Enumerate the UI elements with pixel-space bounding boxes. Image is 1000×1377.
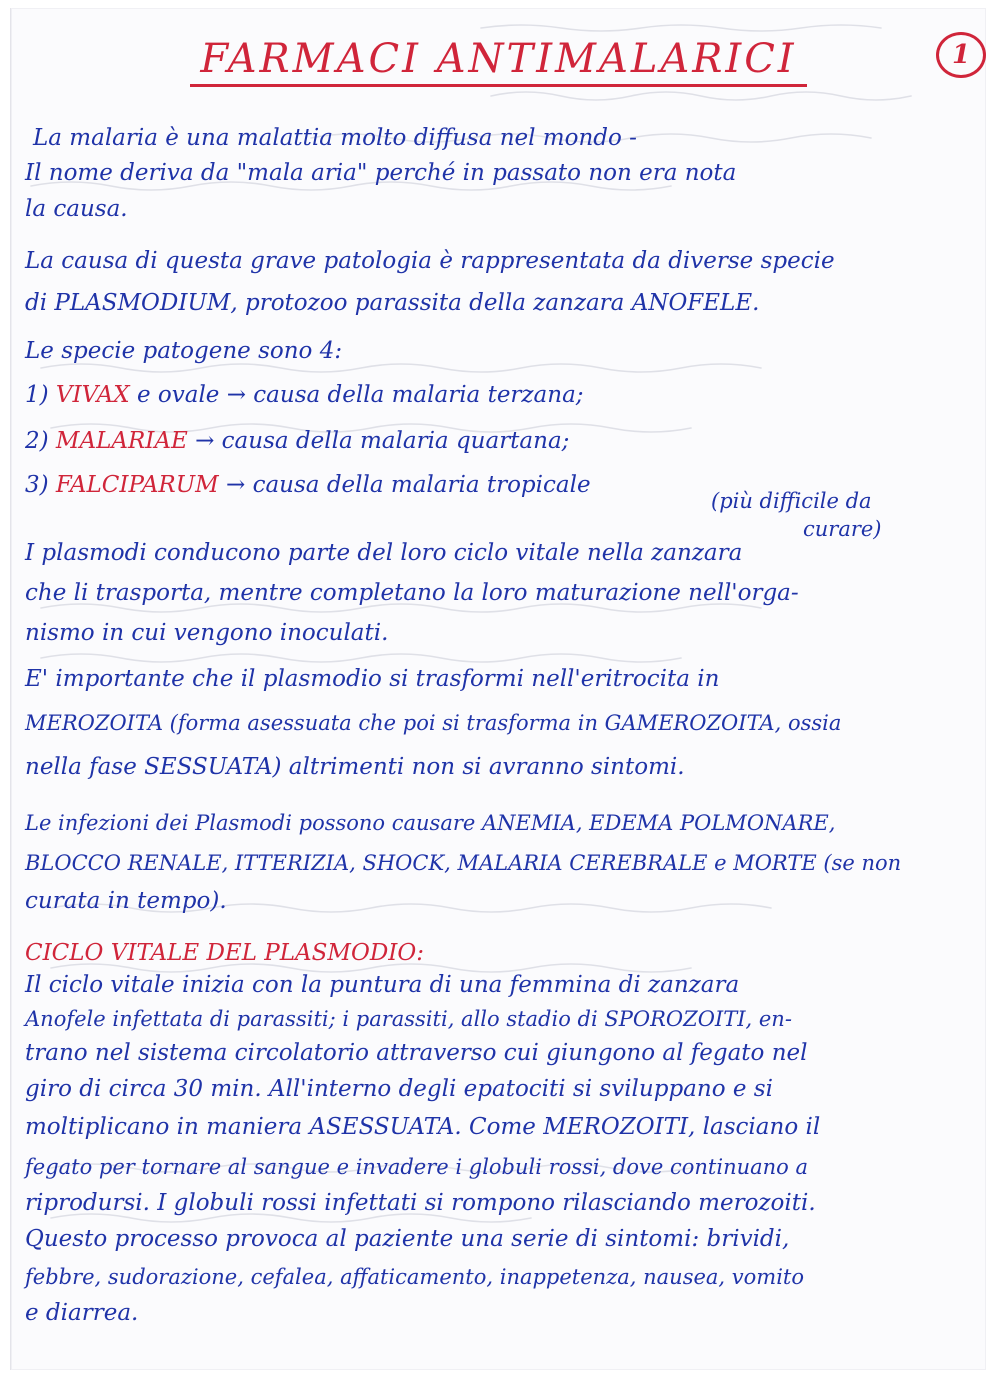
- text-line-18: trano nel sistema circolatorio attraverso cui giungono al fegato nel: [25, 1040, 808, 1066]
- text-line-1: La malaria è una malattia molto diffusa nel mondo -: [33, 125, 637, 151]
- text-line-11: MEROZOITA (forma asessuata che poi si trasforma in GAMEROZOITA, ossia: [25, 711, 842, 735]
- species-item-2: [25, 426, 974, 456]
- section-heading: CICLO VITALE DEL PLASMODIO:: [25, 940, 424, 966]
- text-line-8: che li trasporta, mentre completano la loro maturazione nell'orga-: [25, 580, 799, 606]
- species-note: (più difficile da: [711, 489, 872, 513]
- text-line-19: giro di circa 30 min. All'interno degli epatociti si sviluppano e si: [25, 1076, 773, 1102]
- text-line-20: moltiplicano in maniera ASESSUATA. Come MEROZOITI, lasciano il: [25, 1114, 821, 1140]
- text-line-16: Il ciclo vitale inizia con la puntura di una femmina di zanzara: [25, 972, 740, 998]
- text-line-5: di PLASMODIUM, protozoo parassita della zanzara ANOFELE.: [25, 290, 760, 316]
- species-name-3: FALCIPARUM: [55, 472, 219, 498]
- notebook-page: [10, 8, 986, 1370]
- text-line-17: Anofele infettata di parassiti; i parassiti, allo stadio di SPOROZOITI, en-: [25, 1007, 792, 1031]
- species-number-2: 2): [25, 428, 56, 454]
- text-line-3: la causa.: [25, 196, 128, 222]
- species-note-continuation: curare): [803, 517, 882, 541]
- text-line-14: BLOCCO RENALE, ITTERIZIA, SHOCK, MALARIA CEREBRALE e MORTE (se non: [25, 851, 902, 875]
- text-line-2: Il nome deriva da "mala aria" perché in passato non era nota: [25, 160, 737, 186]
- text-line-15: curata in tempo).: [25, 888, 227, 914]
- text-line-24: febbre, sudorazione, cefalea, affaticamento, inappetenza, nausea, vomito: [25, 1265, 804, 1289]
- text-line-6: Le specie patogene sono 4:: [25, 338, 343, 364]
- text-line-25: e diarrea.: [25, 1300, 139, 1326]
- species-text-2: → causa della malaria quartana;: [187, 428, 570, 454]
- text-line-21: fegato per tornare al sangue e invadere i globuli rossi, dove continuano a: [25, 1155, 808, 1179]
- text-line-4: La causa di questa grave patologia è rappresentata da diverse specie: [25, 248, 835, 274]
- text-line-23: Questo processo provoca al paziente una serie di sintomi: brividi,: [25, 1226, 790, 1252]
- page-title: [11, 36, 986, 82]
- species-name-1: VIVAX: [55, 382, 130, 408]
- page-number: 1: [936, 32, 986, 78]
- species-name-2: MALARIAE: [55, 428, 188, 454]
- page-title-text: FARMACI ANTIMALARICI: [190, 36, 806, 87]
- text-line-7: I plasmodi conducono parte del loro ciclo vitale nella zanzara: [25, 540, 743, 566]
- text-line-10: E' importante che il plasmodio si trasformi nell'eritrocita in: [25, 666, 720, 692]
- text-line-9: nismo in cui vengono inoculati.: [25, 620, 389, 646]
- species-item-1: [25, 380, 974, 410]
- text-line-22: riprodursi. I globuli rossi infettati si rompono rilasciando merozoiti.: [25, 1190, 816, 1216]
- species-text-3: → causa della malaria tropicale: [218, 472, 591, 498]
- species-text-1: e ovale → causa della malaria terzana;: [129, 382, 584, 408]
- species-number-1: 1): [25, 382, 56, 408]
- text-line-13: Le infezioni dei Plasmodi possono causare ANEMIA, EDEMA POLMONARE,: [25, 811, 836, 835]
- text-line-12: nella fase SESSUATA) altrimenti non si avranno sintomi.: [25, 754, 685, 780]
- species-number-3: 3): [25, 472, 56, 498]
